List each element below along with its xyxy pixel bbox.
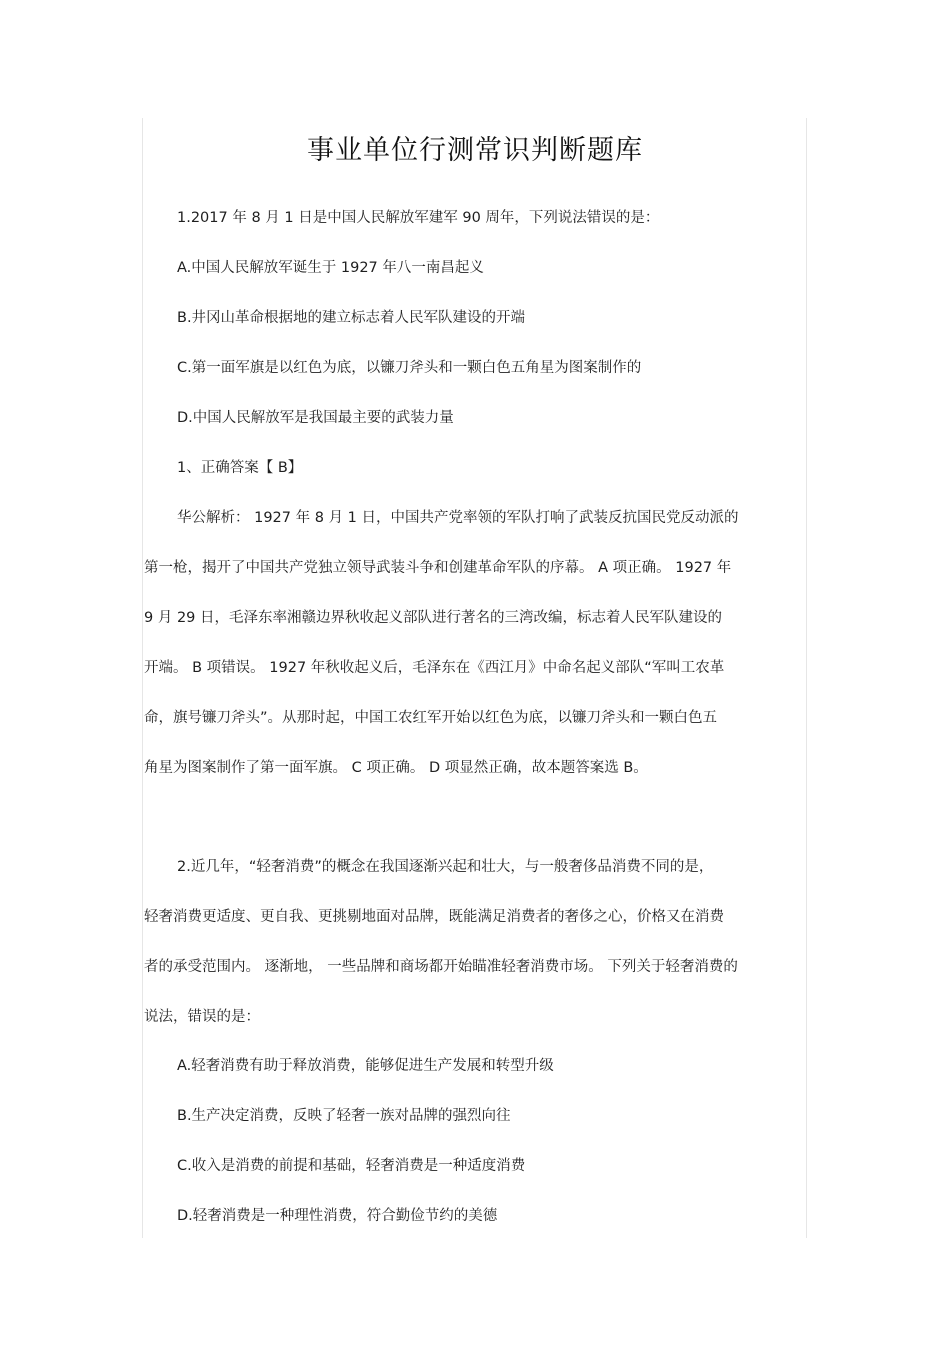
q2-option-b: B.生产决定消费，反映了轻奢一族对品牌的强烈向往 [177,1108,511,1124]
page-title: 事业单位行测常识判断题库 [307,135,643,166]
q1-option-a: A.中国人民解放军诞生于 1927 年八一南昌起义 [177,260,484,276]
page-frame-left [142,118,143,1238]
q2-option-c: C.收入是消费的前提和基础，轻奢消费是一种适度消费 [177,1158,526,1174]
q1-option-b: B.井冈山革命根据地的建立标志着人民军队建设的开端 [177,310,526,326]
q2-option-a: A.轻奢消费有助于释放消费，能够促进生产发展和转型升级 [177,1058,554,1074]
q2-option-d: D.轻奢消费是一种理性消费，符合勤俭节约的美德 [177,1208,498,1224]
q2-stem-line: 轻奢消费更适度、更自我、更挑剔地面对品牌，既能满足消费者的奢侈之心，价格又在消费 [144,909,724,925]
q1-analysis-line: 命，旗号镰刀斧头”。从那时起，中国工农红军开始以红色为底，以镰刀斧头和一颗白色五 [144,710,718,726]
q1-analysis-line: 开端。 B 项错误。 1927 年秋收起义后，毛泽东在《西江月》中命名起义部队“军叫工农革 [144,660,725,676]
q2-stem-line: 者的承受范围内。 逐渐地， 一些品牌和商场都开始瞄准轻奢消费市场。 下列关于轻奢消费的 [144,959,738,975]
q1-option-d: D.中国人民解放军是我国最主要的武装力量 [177,410,454,426]
q1-analysis-line: 华公解析： 1927 年 8 月 1 日，中国共产党率领的军队打响了武装反抗国民党反动派的 [177,510,739,526]
q1-analysis-line: 角星为图案制作了第一面军旗。 C 项正确。 D 项显然正确，故本题答案选 B。 [144,760,648,776]
q1-analysis-line: 第一枪，揭开了中国共产党独立领导武装斗争和创建革命军队的序幕。 A 项正确。 1927 年 [144,560,732,576]
q1-option-c: C.第一面军旗是以红色为底，以镰刀斧头和一颗白色五角星为图案制作的 [177,360,642,376]
q1-stem: 1.2017 年 8 月 1 日是中国人民解放军建军 90 周年，下列说法错误的是： [177,210,660,226]
q1-answer: 1、正确答案【 B】 [177,460,303,476]
q2-stem-line: 2.近几年，“轻奢消费”的概念在我国逐渐兴起和壮大，与一般奢侈品消费不同的是， [177,859,714,875]
q2-stem-line: 说法，错误的是： [144,1009,260,1025]
q1-analysis-line: 9 月 29 日，毛泽东率湘赣边界秋收起义部队进行著名的三湾改编，标志着人民军队建设的 [144,610,722,626]
page-frame-right [806,118,807,1238]
